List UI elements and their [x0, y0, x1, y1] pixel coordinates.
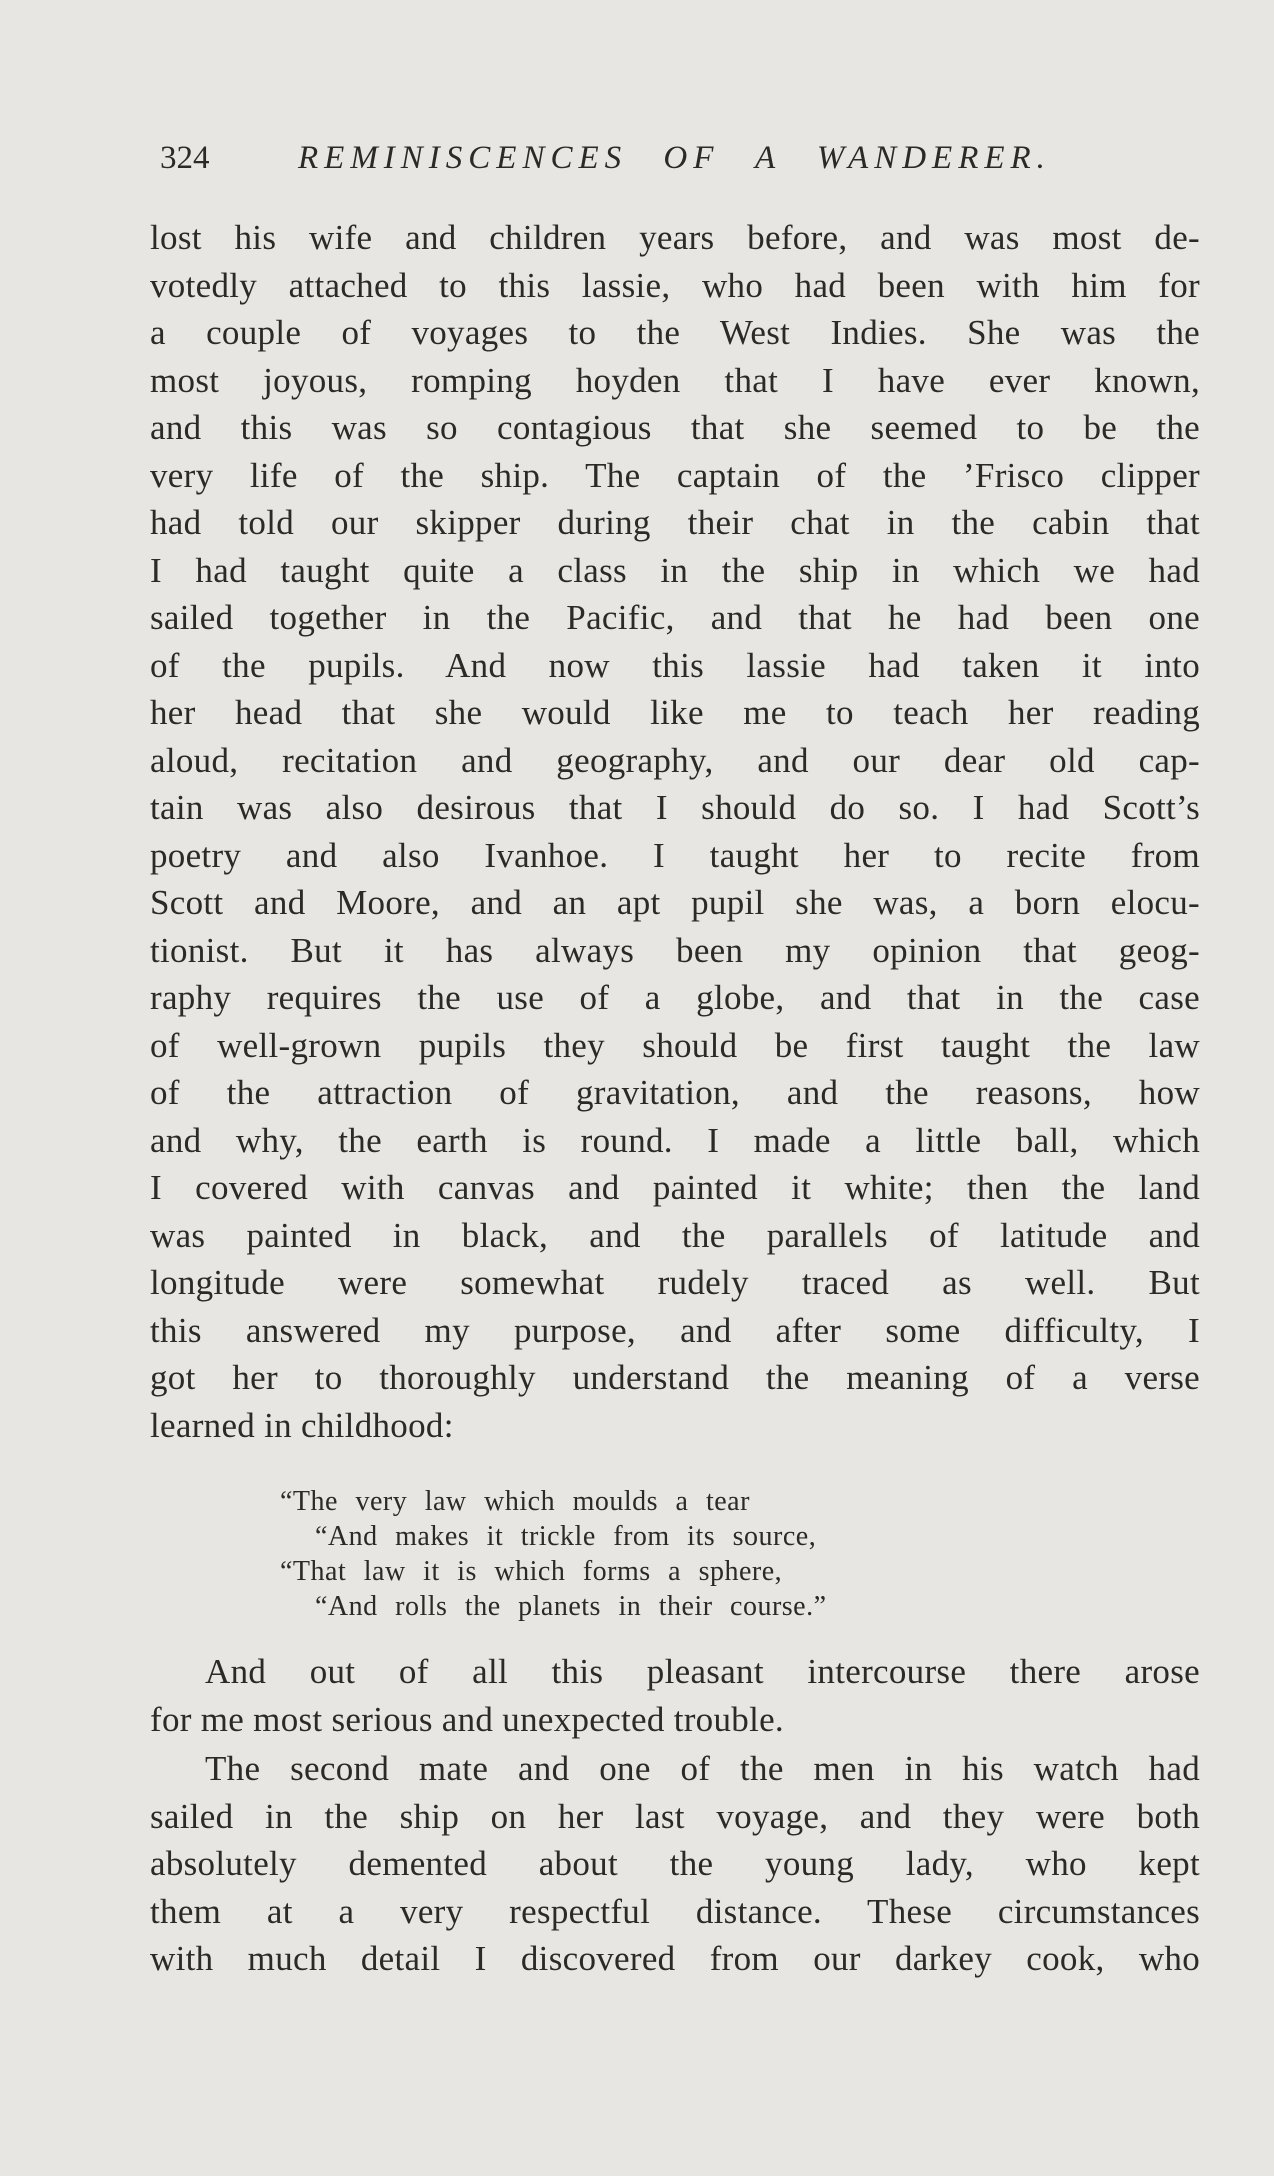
text-line: tionist. But it has always been my opinion that geog- — [150, 930, 1200, 970]
text-line: raphy requires the use of a globe, and that in the case — [150, 978, 1200, 1017]
poem-line: “And rolls the planets in their course.” — [315, 1591, 827, 1622]
poem-line: “And makes it trickle from its source, — [315, 1521, 817, 1552]
poem-line: “The very law which moulds a tear — [280, 1486, 750, 1517]
text-line: them at a very respectful distance. These circumstances — [150, 1891, 1200, 1931]
text-line: very life of the ship. The captain of the ’Frisco clipper — [150, 455, 1200, 495]
text-line: votedly attached to this lassie, who had been with him for — [150, 265, 1200, 305]
text-line: most joyous, romping hoyden that I have ever known, — [150, 360, 1200, 400]
poem-line: “That law it is which forms a sphere, — [280, 1556, 783, 1587]
text-line: learned in childhood: — [150, 1405, 454, 1445]
text-line: and this was so contagious that she seemed to be the — [150, 408, 1200, 447]
text-line: this answered my purpose, and after some difficulty, I — [150, 1310, 1200, 1350]
text-line: I covered with canvas and painted it white; then the land — [150, 1168, 1200, 1207]
text-line: her head that she would like me to teach her reading — [150, 693, 1200, 732]
text-line: Scott and Moore, and an apt pupil she was, a born elocu- — [150, 883, 1200, 922]
running-title: REMINISCENCES OF A WANDERER. — [298, 140, 1051, 176]
text-line: sailed in the ship on her last voyage, and they were both — [150, 1796, 1200, 1836]
text-line: tain was also desirous that I should do so. I had Scott’s — [150, 788, 1200, 827]
text-line: was painted in black, and the parallels of latitude and — [150, 1215, 1200, 1255]
text-line: I had taught quite a class in the ship in which we had — [150, 550, 1200, 590]
text-line: with much detail I discovered from our darkey cook, who — [150, 1939, 1200, 1978]
text-line: longitude were somewhat rudely traced as well. But — [150, 1263, 1200, 1302]
text-line: And out of all this pleasant intercourse there arose — [205, 1652, 1200, 1691]
text-line: had told our skipper during their chat in the cabin that — [150, 503, 1200, 542]
page-header — [160, 133, 1095, 183]
text-line: a couple of voyages to the West Indies. She was the — [150, 313, 1200, 352]
text-line: of well-grown pupils they should be first taught the law — [150, 1025, 1200, 1065]
text-line: for me most serious and unexpected trouble. — [150, 1699, 784, 1739]
text-line: got her to thoroughly understand the meaning of a verse — [150, 1358, 1200, 1397]
text-line: and why, the earth is round. I made a little ball, which — [150, 1120, 1200, 1160]
page-number: 324 — [160, 140, 210, 176]
text-line: The second mate and one of the men in his watch had — [205, 1749, 1200, 1788]
text-line: of the attraction of gravitation, and the reasons, how — [150, 1073, 1200, 1112]
text-line: poetry and also Ivanhoe. I taught her to recite from — [150, 835, 1200, 875]
text-line: of the pupils. And now this lassie had taken it into — [150, 645, 1200, 685]
text-line: aloud, recitation and geography, and our dear old cap- — [150, 740, 1200, 780]
text-line: sailed together in the Pacific, and that he had been one — [150, 598, 1200, 637]
text-line: lost his wife and children years before, and was most de- — [150, 218, 1200, 257]
text-line: absolutely demented about the young lady, who kept — [150, 1844, 1200, 1883]
